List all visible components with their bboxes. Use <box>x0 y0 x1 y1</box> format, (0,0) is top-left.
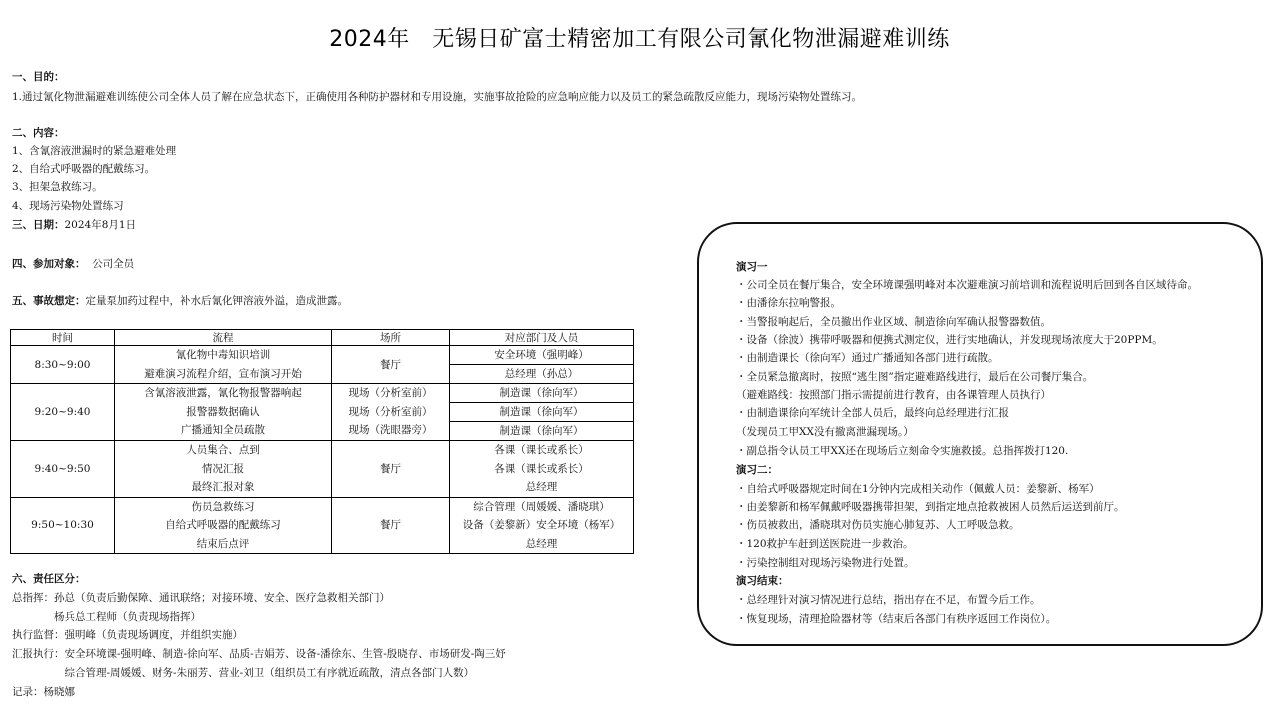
process-line: 自给式呼吸器的配戴练习 <box>165 519 281 531</box>
responsibility-line: 执行监督：强明峰（负责现场调度，并组织实施） <box>12 629 243 641</box>
date-row <box>12 218 136 232</box>
scenario-row <box>12 294 348 308</box>
drill-step: （避难路线：按照部门指示需提前进行教育，由各课管理人员执行） <box>736 389 1051 401</box>
date-value: 2024年8月1日 <box>64 219 137 231</box>
table-header-dept: 对应部门及人员 <box>450 330 634 346</box>
responsibility-heading: 六、责任区分： <box>12 573 86 585</box>
row-time: 9:40~9:50 <box>11 441 115 498</box>
content-heading: 二、内容： <box>12 127 65 139</box>
drill-step: ・自给式呼吸器规定时间在1分钟内完成相关动作（佩戴人员：姜黎新、杨军） <box>736 483 1100 495</box>
row-process <box>115 384 332 441</box>
process-line: 伤员急救练习 <box>191 500 255 513</box>
row-place: 餐厅 <box>332 346 450 384</box>
process-line: 含氰溶液泄露，氰化物报警器响起 <box>144 387 302 400</box>
place-line: 现场（洗眼器旁） <box>348 424 433 437</box>
dept-line: 各课（课长或系长） <box>494 444 589 456</box>
process-line: 氰化物中毒知识培训 <box>175 349 271 361</box>
drill-heading: 演习一 <box>736 261 768 273</box>
process-line: 广播通知全员疏散 <box>181 424 265 437</box>
drill-step: ・由姜黎新和杨军佩戴呼吸器携带担架，到指定地点抢救被困人员然后运送到前厅。 <box>736 501 1125 513</box>
drill-step: ・全员紧急撤离时，按照“逃生图”指定避难路线进行，最后在公司餐厅集合。 <box>736 371 1094 383</box>
process-line: 最终汇报对象 <box>191 481 255 493</box>
process-line: 结束后点评 <box>196 537 250 550</box>
dept-line: 安全环境（强明峰） <box>494 349 589 361</box>
participants-row <box>12 257 134 271</box>
page-title: 2024年 无锡日矿富士精密加工有限公司氰化物泄漏避难训练 <box>329 27 950 52</box>
responsibility-line: 综合管理-周媛媛、财务-朱丽芳、营业-刘卫（组织员工有序就近疏散，清点各部门人数） <box>12 667 475 679</box>
row-time: 9:20~9:40 <box>11 384 115 441</box>
dept-line: 综合管理（周媛媛、潘晓琪） <box>473 500 610 513</box>
dept-line: 制造课（徐向军） <box>499 387 584 399</box>
drill-step: ・总经理针对演习情况进行总结，指出存在不足，布置今后工作。 <box>736 594 1041 606</box>
responsibility-line: 杨兵总工程师（负责现场指挥） <box>12 611 201 623</box>
dept-line: 总经理 <box>525 481 558 493</box>
purpose-heading: 一、目的： <box>12 71 65 83</box>
content-item: 4、现场污染物处置练习 <box>12 200 124 212</box>
row-dept <box>450 384 634 441</box>
drill-heading: 演习二： <box>736 464 778 476</box>
scenario-value: 定量泵加药过程中，补水后氰化钾溶液外溢，造成泄露。 <box>85 295 348 307</box>
row-dept <box>450 441 634 498</box>
place-line: 现场（分析室前） <box>348 405 433 418</box>
drill-step: ・由制造课长（徐向军）通过广播通知各部门进行疏散。 <box>736 352 999 364</box>
participants-heading: 四、参加对象： <box>12 258 86 270</box>
content-item: 1、含氰溶液泄漏时的紧急避难处理 <box>12 145 177 157</box>
responsibility-line: 汇报执行：安全环境课-强明峰、制造-徐向军、品质-吉娟芳、设备-潘徐东、生管-殷晓存、市场研发-陶三妤 <box>12 648 506 660</box>
row-time: 8:30~9:00 <box>11 346 115 384</box>
row-time: 9:50~10:30 <box>11 497 115 554</box>
participants-value: 公司全员 <box>92 258 135 270</box>
dept-line: 各课（课长或系长） <box>494 462 589 475</box>
process-line: 报警器数据确认 <box>186 405 260 418</box>
responsibility-line: 总指挥：孙总（负责后勤保障、通讯联络；对接环境、安全、医疗急救相关部门） <box>12 592 390 604</box>
process-line: 避难演习流程介绍，宣布演习开始 <box>144 367 302 380</box>
content-item: 2、自给式呼吸器的配戴练习。 <box>12 163 156 175</box>
schedule-table <box>10 329 634 554</box>
date-heading: 三、日期： <box>12 219 65 231</box>
drill-step: ・设备（徐波）携带呼吸器和便携式测定仪，进行实地确认，并发现现场浓度大于20PPM。 <box>736 334 1163 346</box>
place-line: 现场（分析室前） <box>348 387 433 400</box>
table-row <box>11 346 634 384</box>
dept-line: 制造课（徐向军） <box>450 421 633 440</box>
purpose-text: 1.通过氰化物泄漏避难训练使公司全体人员了解在应急状态下，正确使用各种防护器材和专用设施，实施事故抢险的应急响应能力以及员工的紧急疏散反应能力，现场污染物处置练习。 <box>12 91 863 103</box>
dept-line: 总经理 <box>525 537 558 550</box>
drill-heading: 演习结束： <box>736 575 789 587</box>
process-line: 情况汇报 <box>202 462 244 475</box>
dept-line: 制造课（徐向军） <box>450 402 633 421</box>
row-dept <box>450 346 634 384</box>
table-row <box>11 441 634 498</box>
table-header-process: 流程 <box>115 330 332 346</box>
row-process <box>115 497 332 554</box>
table-header-place: 场所 <box>332 330 450 346</box>
row-place: 餐厅 <box>332 497 450 554</box>
table-header-row <box>11 330 634 346</box>
row-process <box>115 441 332 498</box>
table-row <box>11 497 634 554</box>
drill-step: ・公司全员在餐厅集合，安全环境课强明峰对本次避难演习前培训和流程说明后回到各自区域待命。 <box>736 279 1198 291</box>
process-line: 人员集合、点到 <box>186 444 260 456</box>
table-header-time: 时间 <box>11 330 115 346</box>
drill-step: ・由制造课徐向军统计全部人员后，最终向总经理进行汇报 <box>736 407 1009 419</box>
row-process <box>115 346 332 384</box>
row-place <box>332 384 450 441</box>
drill-step: ・伤员被救出，潘晓琪对伤员实施心肺复苏、人工呼吸急救。 <box>736 519 1020 531</box>
row-place: 餐厅 <box>332 441 450 498</box>
drill-step: ・当警报响起后，全员撤出作业区域、制造徐向军确认报警器数值。 <box>736 316 1051 328</box>
drill-step: （发现员工甲XX没有撤离泄漏现场。） <box>736 426 914 438</box>
responsibility-line: 记录：杨晓娜 <box>12 686 75 698</box>
content-item: 3、担架急救练习。 <box>12 181 103 193</box>
dept-line: 设备（姜黎新）安全环境（杨军） <box>462 519 621 531</box>
drill-step: ・由潘徐东拉响警报。 <box>736 297 841 309</box>
drill-step: ・恢复现场，清理抢险器材等（结束后各部门有秩序返回工作岗位）。 <box>736 613 1057 625</box>
drill-step: ・副总指令认员工甲XX还在现场后立刻命令实施救援。总指挥拨打120. <box>736 445 1069 457</box>
table-row <box>11 384 634 441</box>
row-dept <box>450 497 634 554</box>
drill-step: ・120救护车赶到送医院进一步救治。 <box>736 538 914 550</box>
dept-line: 总经理（孙总） <box>450 364 633 383</box>
scenario-heading: 五、事故想定： <box>12 295 86 307</box>
drill-step: ・污染控制组对现场污染物进行处置。 <box>736 557 915 569</box>
